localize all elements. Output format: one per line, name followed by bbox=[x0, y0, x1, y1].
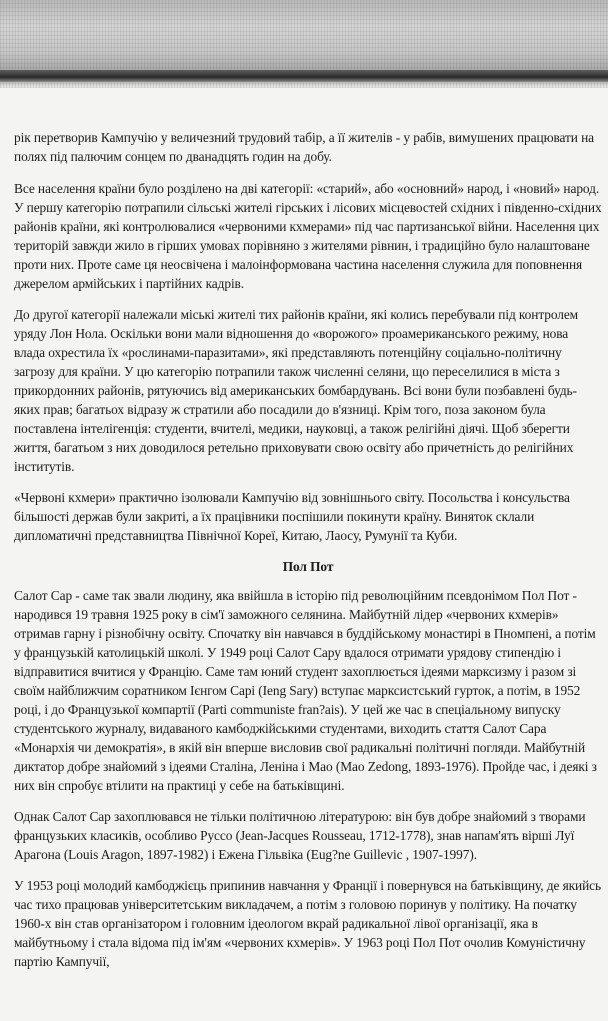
scanned-page-edge bbox=[0, 0, 608, 88]
document-page bbox=[14, 128, 602, 983]
section-title: Пол Пот bbox=[282, 559, 334, 574]
paragraph: У 1953 році молодий камбоджієць припинив навчання у Франції і повернувся на батьківщину, де якийсь час тихо працював університетським викладачем, а потім з головою поринув у політику. На початку 1960-х він став організатором і головним ідеологом вкрай радикальної лівої організації, яка в майбутньому і стала відома під ім'ям «червоних кхмерів». У 1963 році Пол Пот очолив Комуністичну партію Кампучії, bbox=[14, 878, 602, 969]
paragraph: Однак Салот Сар захоплювався не тільки політичною літературою: він був добре знайомий з творами французьких класиків, особливо Руссо (Jean-Jacques Rousseau, 1712-1778), знав напам'ять вірші Луї Арагона (Louis Aragon, 1897-1982) і Ежена Гільвіка (Eug?ne Guillevic , 1907-1997). bbox=[14, 809, 586, 862]
paragraph: рік перетворив Кампучію у величезний трудовий табір, а її жителів - у рабів, вимушених працювати на полях під палючим сонцем по дванадцять годин на добу. bbox=[14, 130, 594, 164]
paragraph: «Червоні кхмери» практично ізолювали Кампучію від зовнішнього світу. Посольства і консульства більшості держав були закриті, а їх працівники поспішили покинути країну. Виняток склали дипломатичні представництва Північної Кореї, Китаю, Лаосу, Румунії та Куби. bbox=[14, 490, 570, 543]
scan-shadow-band bbox=[0, 70, 608, 82]
paragraph: До другої категорії належали міські жителі тих районів країни, які колись перебували під контролем уряду Лон Нола. Оскільки вони мали відношення до «ворожого» проамериканського режиму, нова влада охрестила їх «рослинами-паразитами», які представляють потенційну соціально-політичну загрозу для країни. У цю категорію потрапили також численні селяни, що переселилися в міста з прикордонних районів, рятуючись від американських бомбардувань. Всі вони були позбавлені будь-яких прав; багатьох відразу ж стратили або посадили до в'язниці. Крім того, поза законом була поставлена інтелігенція: студенти, вчителі, медики, науковці, а також релігійні діячі. Щоб зберегти життя, багатьом з них доводилося ретельно приховувати свою освіту або причетність до релігійних інститутів. bbox=[14, 307, 579, 474]
paragraph: Салот Сар - саме так звали людину, яка ввійшла в історію під революційним псевдонімом Пол Пот - народився 19 травня 1925 року в сім'ї заможного селянина. Майбутній лідер «червоних кхмерів» отримав гарну і різнобічну освіту. Спочатку він навчався в буддійському монастирі в Пномпені, а потім у французькій католицькій школі. У 1949 році Салот Сару вдалося отримати урядову стипендію і відправитися вчитися у Францію. Саме там юний студент захоплюється ідеями марксизму і разом зі своїм найближчим соратником Ієнгом Сарі (Ieng Sary) вступає марксистський гурток, а потім, в 1952 році, і до Французької компартії (Parti communiste fran?ais). У цей же час в спеціальному випуску студентського журналу, видаваного камбоджійськими студентами, виходить стаття Салот Сара «Монархія чи демократія», в якій він вперше висловив свої радикальні політичні погляди. Майбутній диктатор добре знайомий з ідеями Сталіна, Леніна і Мао (Mao Zedong, 1893-1976). Пройде час, і деякі з них він спробує втілити на практиці у себе на батьківщині. bbox=[14, 588, 597, 793]
paragraph: Все населення країни було розділено на дві категорії: «старий», або «основний» народ, і «новий» народ. У першу категорію потрапили сільські жителі гірських і лісових місцевостей східних і південно-східних районів країни, які контролювалися «червоними кхмерами» під час партизанської війни. Населення цих територій завжди жило в гірших умовах порівняно з жителями рівнин, і традиційно було налаштоване проти них. Проте саме ця неосвічена і малоінформована частина населення служила для поповнення джерелом армійських і партійних кадрів. bbox=[14, 181, 602, 291]
